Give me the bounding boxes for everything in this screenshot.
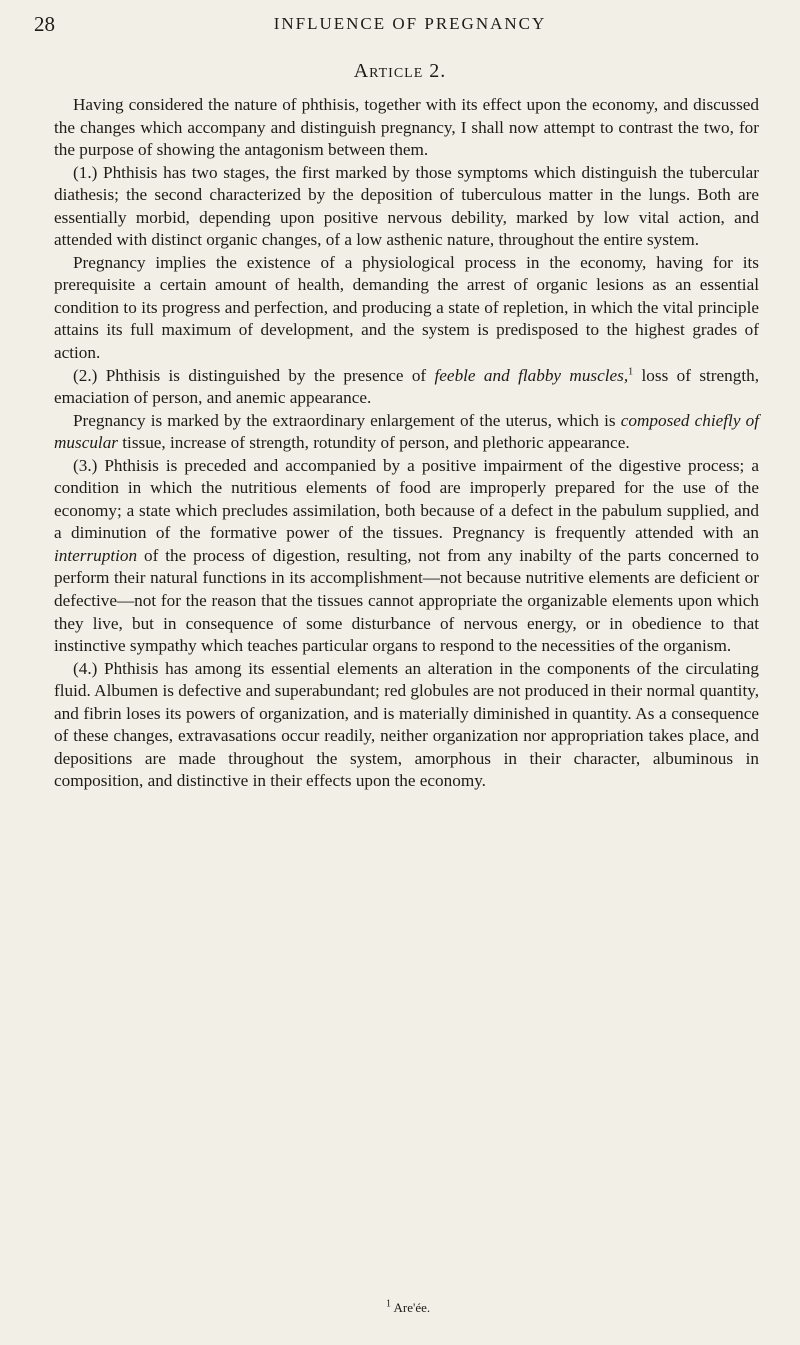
paragraph-digestion: [54, 455, 759, 658]
paragraph-phthisis-stages: (1.) Phthisis has two stages, the first marked by those symptoms which distinguish the tubercular diathesis; the second characterized by the deposition of tuberculous matter in the lungs. Both are essentially morbid, depending upon positive nervous debility, marked by low vital action, and attended with distinct organic changes, of a low asthenic nature, throughout the entire system.: [54, 162, 759, 250]
running-head: INFLUENCE OF PREGNANCY: [273, 14, 547, 33]
footnote-text: Are'ée.: [391, 1300, 431, 1315]
footnote-marker: 1: [386, 1298, 391, 1310]
paragraph-phthisis-muscles: [54, 365, 759, 410]
text-run: (3.) Phthisis is preceded and accompanied by a positive impairment of the digestive process; a condition in which the nutritious elements of food are improperly prepared for the use of the economy; a state which precludes assimilation, both because of a defect in the pabulum supplied, and a diminution of the formative power of the tissues. Pregnancy is frequently attended with an: [54, 455, 759, 543]
text-run: loss of strength, emaciation of person, and anemic appearance.: [54, 365, 759, 408]
article-title: Article 2.: [353, 60, 447, 82]
italic-run: composed chiefly of muscular: [54, 410, 759, 453]
paragraph-intro: Having considered the nature of phthisis, together with its effect upon the economy, and discussed the changes which accompany and distinguish pregnancy, I shall now attempt to contrast the two, for the purpose of showing the antagonism between them.: [54, 95, 759, 160]
italic-run: interruption: [54, 545, 138, 565]
paragraph-pregnancy-physiology: Pregnancy implies the existence of a physiological process in the economy, having for its prerequisite a certain amount of health, demanding the arrest of organic lesions as an essential condition to its progress and perfection, and producing a state of repletion, in which the vital principle attains its full maximum of development, and the system is predisposed to the highest grades of action.: [54, 252, 759, 363]
text-run: tissue, increase of strength, rotundity of person, and plethoric appearance.: [117, 433, 630, 453]
italic-run: feeble and flabby muscles,: [434, 365, 629, 385]
footnote: [386, 1300, 430, 1316]
paragraph-circulating-fluid: (4.) Phthisis has among its essential elements an alteration in the components of the circulating fluid. Albumen is defective and superabundant; red globules are not produced in their normal quantity, and fibrin loses its powers of organization, and is materially diminished in quantity. As a consequence of these changes, extravasations occur readily, neither organization nor appropriation takes place, and depositions are made throughout the system, amorphous in their character, albuminous in composition, and distinctive in their effects upon the economy.: [54, 658, 759, 791]
page-number: 28: [34, 12, 55, 36]
footnote-reference: 1: [628, 365, 634, 377]
text-run: (2.) Phthisis is distinguished by the presence of: [73, 365, 435, 385]
text-run: Pregnancy is marked by the extraordinary enlargement of the uterus, which is: [73, 410, 621, 430]
text-run: of the process of digestion, resulting, not from any inabilty of the parts concerned to perform their natural functions in its accomplishment—not because nutritive elements are deficient or defective—not for the reason that the tissues cannot appropriate the organizable elements upon which they live, but in consequence of some disturbance of nervous energy, or in obedience to that instinctive sympathy which teaches particular organs to respond to the necessities of the organism.: [54, 545, 759, 656]
paragraph-pregnancy-uterus: [54, 410, 759, 455]
body-text: [54, 94, 759, 793]
